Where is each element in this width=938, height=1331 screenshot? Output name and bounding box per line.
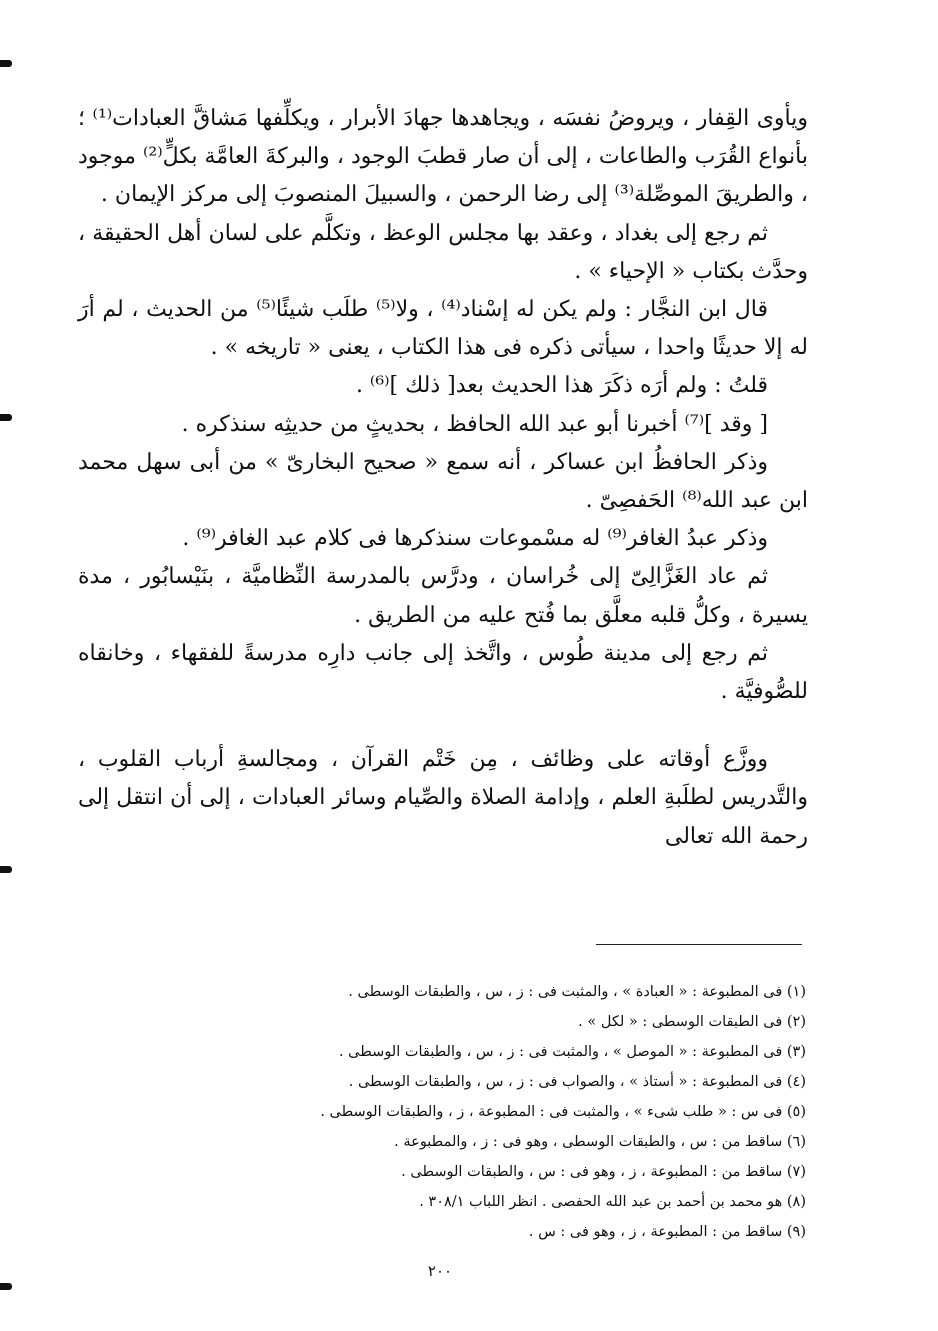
paragraph: ثم رجع إلى بغداد ، وعقد بها مجلس الوعظ ، وتكلَّم على لسان أهل الحقيقة ، وحدَّث بكتاب « الإحياء » . xyxy=(78,220,808,284)
scan-margin-mark xyxy=(0,1283,12,1290)
page-number: ٢٠٠ xyxy=(427,1262,453,1280)
paragraph: ثم عاد الغَزَّالِىّ إلى خُراسان ، ودرَّس بالمدرسة النِّظاميَّة ، بنَيْسابُور ، مدة يسيرة ، وكلُّ قلبه معلَّق بما فُتح عليه من الطريق . xyxy=(78,564,808,628)
paragraph: وذكر الحافظُ ابن عساكر ، أنه سمع « صحيح البخارىّ » من أبى سهل محمد ابن عبد الله⁽⁸⁾ الحَفصِىّ . xyxy=(78,449,808,514)
footnote: (٨) هو محمد بن أحمد بن عبد الله الحفصى . انظر اللباب ٣٠٨/١ . xyxy=(419,1194,806,1210)
footnote: (٣) فى المطبوعة : « الموصل » ، والمثبت فى : ز ، س ، والطبقات الوسطى . xyxy=(338,1044,806,1060)
footnote: (٢) فى الطبقات الوسطى : « لكل » . xyxy=(578,1014,806,1030)
paragraph: ويأوى القِفار ، ويروضُ نفسَه ، ويجاهدها جهادَ الأبرار ، ويكلِّفها مَشاقَّ العبادات⁽¹⁾ ؛ بأنواع القُرَب والطاعات ، إلى أن صار قطبَ الوجود ، والبركةَ العامَّة بكلٍّ⁽²⁾ موجود ، والطريقَ الموصِّلة⁽³⁾ إلى رضا الرحمن ، والسبيلَ المنصوبَ إلى مركز الإيمان . xyxy=(78,106,809,208)
footnote-divider xyxy=(596,944,802,945)
scan-margin-mark xyxy=(0,414,12,421)
paragraph: ثم رجع إلى مدينة طُوس ، واتَّخذ إلى جانب دارِه مدرسةً للفقهاء ، وخانقاه للصُّوفيَّة . xyxy=(78,640,808,705)
footnote: (٧) ساقط من : المطبوعة ، ز ، وهو فى : س ، والطبقات الوسطى . xyxy=(401,1164,806,1180)
paragraph: [ وقد ]⁽⁷⁾ أخبرنا أبو عبد الله الحافظ ، بحديثٍ من حديثِه سنذكره . xyxy=(181,411,768,437)
footnotes xyxy=(166,977,806,1247)
scan-margin-mark xyxy=(0,866,12,873)
paragraph: وذكر عبدُ الغافر⁽⁹⁾ له مسْموعات سنذكرها فى كلام عبد الغافر⁽⁹⁾ . xyxy=(182,526,768,552)
footnote: (٦) ساقط من : س ، والطبقات الوسطى ، وهو فى : ز ، والمطبوعة . xyxy=(394,1134,806,1150)
footnote: (٩) ساقط من : المطبوعة ، ز ، وهو فى : س . xyxy=(528,1224,806,1240)
scan-margin-mark xyxy=(0,60,12,67)
footnote: (١) فى المطبوعة : « العبادة » ، والمثبت فى : ز ، س ، والطبقات الوسطى . xyxy=(348,984,806,1000)
main-text xyxy=(78,100,808,856)
paragraph: قلتُ : ولم أرَه ذكَرَ هذا الحديث بعد[ ذلك ]⁽⁶⁾ . xyxy=(355,373,768,399)
paragraph: ووزَّع أوقاته على وظائف ، مِن خَتْم القرآن ، ومجالسةِ أرباب القلوب ، والتَّدريس لطلَبةِ العلم ، وإدامة الصلاة والصِّيام وسائر العبادات ، إلى أن انتقل إلى رحمة الله تعالى xyxy=(78,747,808,849)
footnote: (٥) فى س : « طلب شىء » ، والمثبت فى : المطبوعة ، ز ، والطبقات الوسطى . xyxy=(320,1104,806,1120)
paragraph: قال ابن النجَّار : ولم يكن له إسْناد⁽⁴⁾ ، ولا⁽⁵⁾ طلَب شيئًا⁽⁵⁾ من الحديث ، لم أرَ له إلا حديثًا واحدا ، سيأتى ذكره فى هذا الكتاب ، يعنى « تاريخه » . xyxy=(78,297,808,361)
footnote: (٤) فى المطبوعة : « أستاذ » ، والصواب فى : ز ، س ، والطبقات الوسطى . xyxy=(348,1074,806,1090)
